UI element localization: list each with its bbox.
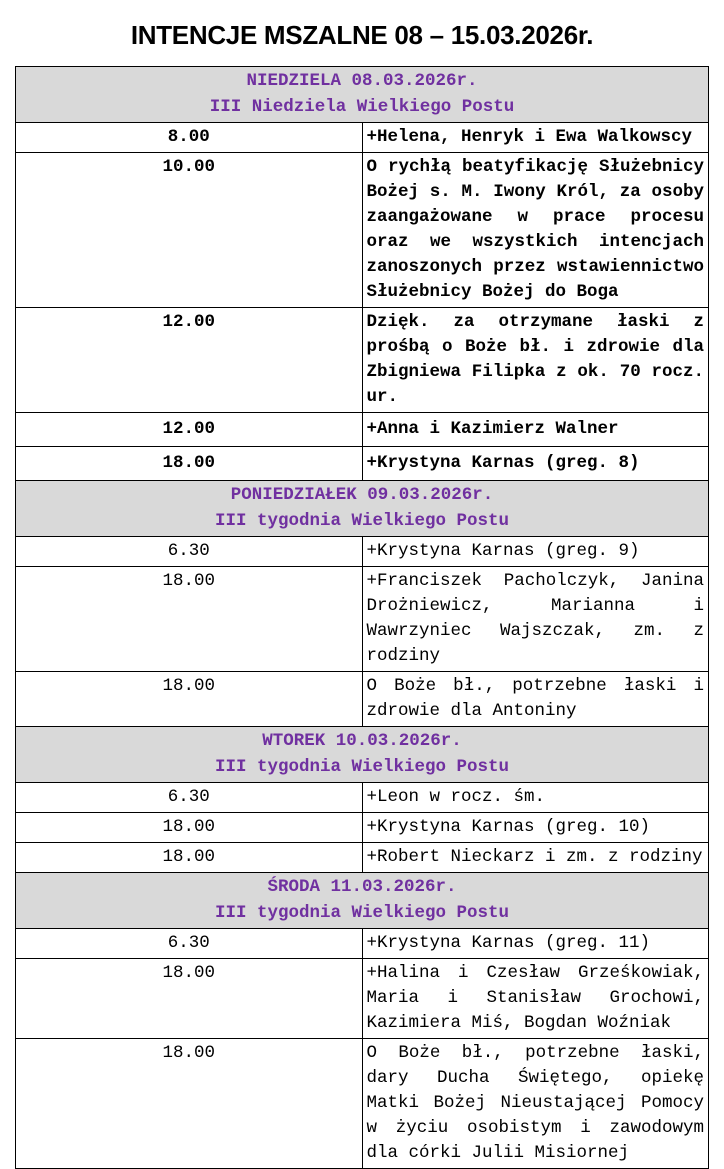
mass-time: 18.00: [16, 672, 363, 727]
table-row: [16, 813, 709, 843]
table-row: [16, 447, 709, 481]
table-row: [16, 843, 709, 873]
mass-time: 18.00: [16, 567, 363, 672]
table-row: [16, 672, 709, 727]
mass-intention: +Halina i Czesław Grześkowiak, Maria i Stanisław Grochowi, Kazimiera Miś, Bogdan Woźniak: [362, 959, 709, 1039]
table-row: [16, 783, 709, 813]
day-subtitle: III tygodnia Wielkiego Postu: [214, 902, 510, 923]
mass-intention: +Leon w rocz. śm.: [362, 783, 709, 813]
table-row: [16, 1039, 709, 1169]
day-subtitle: III Niedziela Wielkiego Postu: [209, 96, 515, 117]
mass-time: 10.00: [16, 153, 363, 308]
mass-intention: +Krystyna Karnas (greg. 11): [362, 929, 709, 959]
day-header-monday: [16, 481, 709, 537]
mass-intention: +Franciszek Pacholczyk, Janina Drożniewicz, Marianna i Wawrzyniec Wajszczak, zm. z rodziny: [362, 567, 709, 672]
mass-intention: Dzięk. za otrzymane łaski z prośbą o Boże bł. i zdrowie dla Zbigniewa Filipka z ok. 70 rocz. ur.: [362, 308, 709, 413]
mass-time: 6.30: [16, 929, 363, 959]
table-row: [16, 567, 709, 672]
mass-time: 18.00: [16, 1039, 363, 1169]
day-name: WTOREK 10.03.2026r.: [262, 731, 462, 751]
table-row: [16, 413, 709, 447]
mass-time: 12.00: [16, 413, 363, 447]
mass-time: 18.00: [16, 447, 363, 481]
mass-intention: +Helena, Henryk i Ewa Walkowscy: [362, 123, 709, 153]
day-header-tuesday: [16, 727, 709, 783]
mass-time: 18.00: [16, 813, 363, 843]
mass-schedule-table: [15, 66, 709, 1169]
day-subtitle: III tygodnia Wielkiego Postu: [214, 756, 510, 777]
mass-intention: +Anna i Kazimierz Walner: [362, 413, 709, 447]
table-row: [16, 537, 709, 567]
table-row: [16, 308, 709, 413]
mass-time: 6.30: [16, 783, 363, 813]
mass-intention: O Boże bł., potrzebne łaski i zdrowie dla Antoniny: [362, 672, 709, 727]
mass-intention: O Boże bł., potrzebne łaski, dary Ducha Świętego, opiekę Matki Bożej Nieustającej Pomocy w życiu osobistym i zawodowym dla córki Julii Misiornej: [362, 1039, 709, 1169]
mass-intention: +Krystyna Karnas (greg. 10): [362, 813, 709, 843]
day-subtitle: III tygodnia Wielkiego Postu: [214, 510, 510, 531]
mass-intention: +Krystyna Karnas (greg. 8): [362, 447, 709, 481]
page-title: INTENCJE MSZALNE 08 – 15.03.2026r.: [130, 20, 594, 50]
mass-intention: +Krystyna Karnas (greg. 9): [362, 537, 709, 567]
day-name: NIEDZIELA 08.03.2026r.: [246, 71, 478, 91]
table-row: [16, 929, 709, 959]
day-name: ŚRODA 11.03.2026r.: [267, 877, 457, 897]
table-row: [16, 123, 709, 153]
table-row: [16, 959, 709, 1039]
table-row: [16, 153, 709, 308]
day-header-sunday: [16, 67, 709, 123]
mass-time: 18.00: [16, 843, 363, 873]
day-name: PONIEDZIAŁEK 09.03.2026r.: [230, 485, 494, 505]
mass-time: 6.30: [16, 537, 363, 567]
mass-time: 8.00: [16, 123, 363, 153]
mass-intention: +Robert Nieckarz i zm. z rodziny: [362, 843, 709, 873]
mass-time: 12.00: [16, 308, 363, 413]
mass-time: 18.00: [16, 959, 363, 1039]
day-header-wednesday: [16, 873, 709, 929]
mass-intention: O rychłą beatyfikację Służebnicy Bożej s. M. Iwony Król, za osoby zaangażowane w prace procesu oraz we wszystkich intencjach zanoszonych przez wstawiennictwo Służebnicy Bożej do Boga: [362, 153, 709, 308]
